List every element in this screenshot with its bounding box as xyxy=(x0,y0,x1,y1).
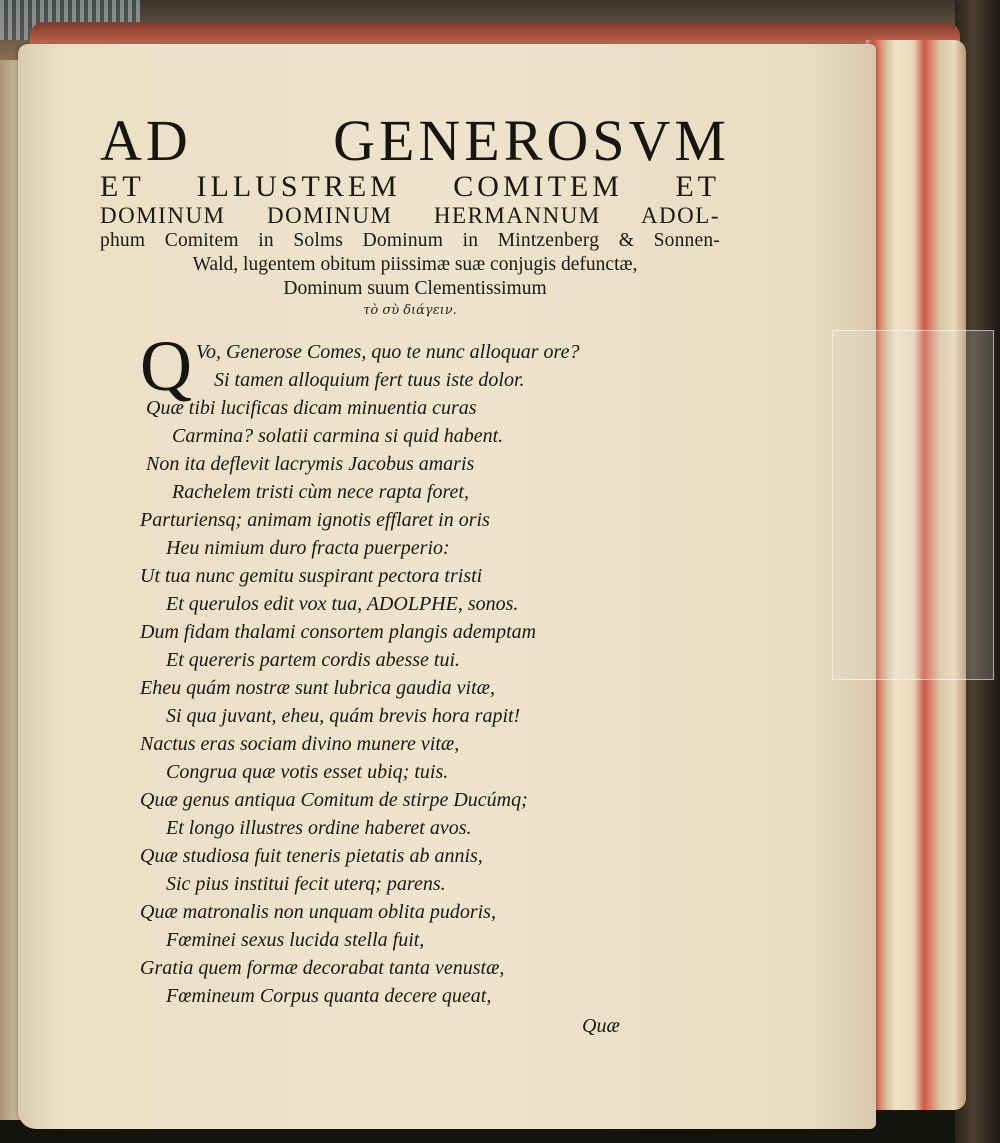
catchword: Quæ xyxy=(582,1015,620,1037)
poem-line: Et querulos edit vox tua, ADOLPHE, sonos. xyxy=(166,593,519,615)
poem-line: Si qua juvant, eheu, quám brevis hora rapit! xyxy=(166,705,521,727)
poem-line: Vo, Generose Comes, quo te nunc alloquar ore? xyxy=(196,341,580,363)
poem-line: Carmina? solatii carmina si quid habent. xyxy=(172,425,504,447)
poem-line: Fœmineum Corpus quanta decere queat, xyxy=(166,985,492,1007)
poem-line: Heu nimium duro fracta puerperio: xyxy=(166,537,450,559)
heading-line-3: phum Comitem in Solms Dominum in Mintzenberg & Sonnen- xyxy=(100,230,720,251)
poem-line: Quæ tibi lucificas dicam minuentia curas xyxy=(146,397,477,419)
poem-line: Dum fidam thalami consortem plangis ademptam xyxy=(140,621,537,643)
poem-line: Nactus eras sociam divino munere vitæ, xyxy=(140,733,460,755)
poem-line: Parturiensq; animam ignotis efflaret in oris xyxy=(140,509,490,531)
transparent-clip xyxy=(832,330,994,680)
poem-line: Non ita deflevit lacrymis Jacobus amaris xyxy=(146,453,475,475)
drop-cap: Q xyxy=(140,326,192,406)
poem-line: Ut tua nunc gemitu suspirant pectora tristi xyxy=(140,565,483,587)
poem-line: Sic pius institui fecit uterq; parens. xyxy=(166,873,446,895)
heading-line-1: ET ILLUSTREM COMITEM ET xyxy=(100,170,720,203)
heading-line-5: Dominum suum Clementissimum xyxy=(283,278,547,299)
poem-line: Quæ genus antiqua Comitum de stirpe Ducúmq; xyxy=(140,789,528,811)
poem-line: Gratia quem formæ decorabat tanta venustæ, xyxy=(140,957,505,979)
poem-line: Quæ studiosa fuit teneris pietatis ab annis, xyxy=(140,845,483,867)
poem-line: Eheu quám nostræ sunt lubrica gaudia vitæ, xyxy=(140,677,495,699)
greek-motto: τὸ σὺ διάγειν. xyxy=(363,303,457,318)
heading-line-2: DOMINUM DOMINUM HERMANNUM ADOL- xyxy=(100,203,720,228)
poem-line: Quæ matronalis non unquam oblita pudoris, xyxy=(140,901,496,923)
poem-line: Et longo illustres ordine haberet avos. xyxy=(166,817,472,839)
heading-line-4: Wald, lugentem obitum piissimæ suæ conjugis defunctæ, xyxy=(192,254,638,275)
page-title: AD GENEROSVM xyxy=(100,108,730,173)
poem-line: Congrua quæ votis esset ubiq; tuis. xyxy=(166,761,449,783)
poem-line: Si tamen alloquium fert tuus iste dolor. xyxy=(214,369,525,391)
poem-line: Rachelem tristi cùm nece rapta foret, xyxy=(172,481,469,503)
poem-line: Et quereris partem cordis abesse tui. xyxy=(166,649,461,671)
poem-line: Fœminei sexus lucida stella fuit, xyxy=(166,929,425,951)
